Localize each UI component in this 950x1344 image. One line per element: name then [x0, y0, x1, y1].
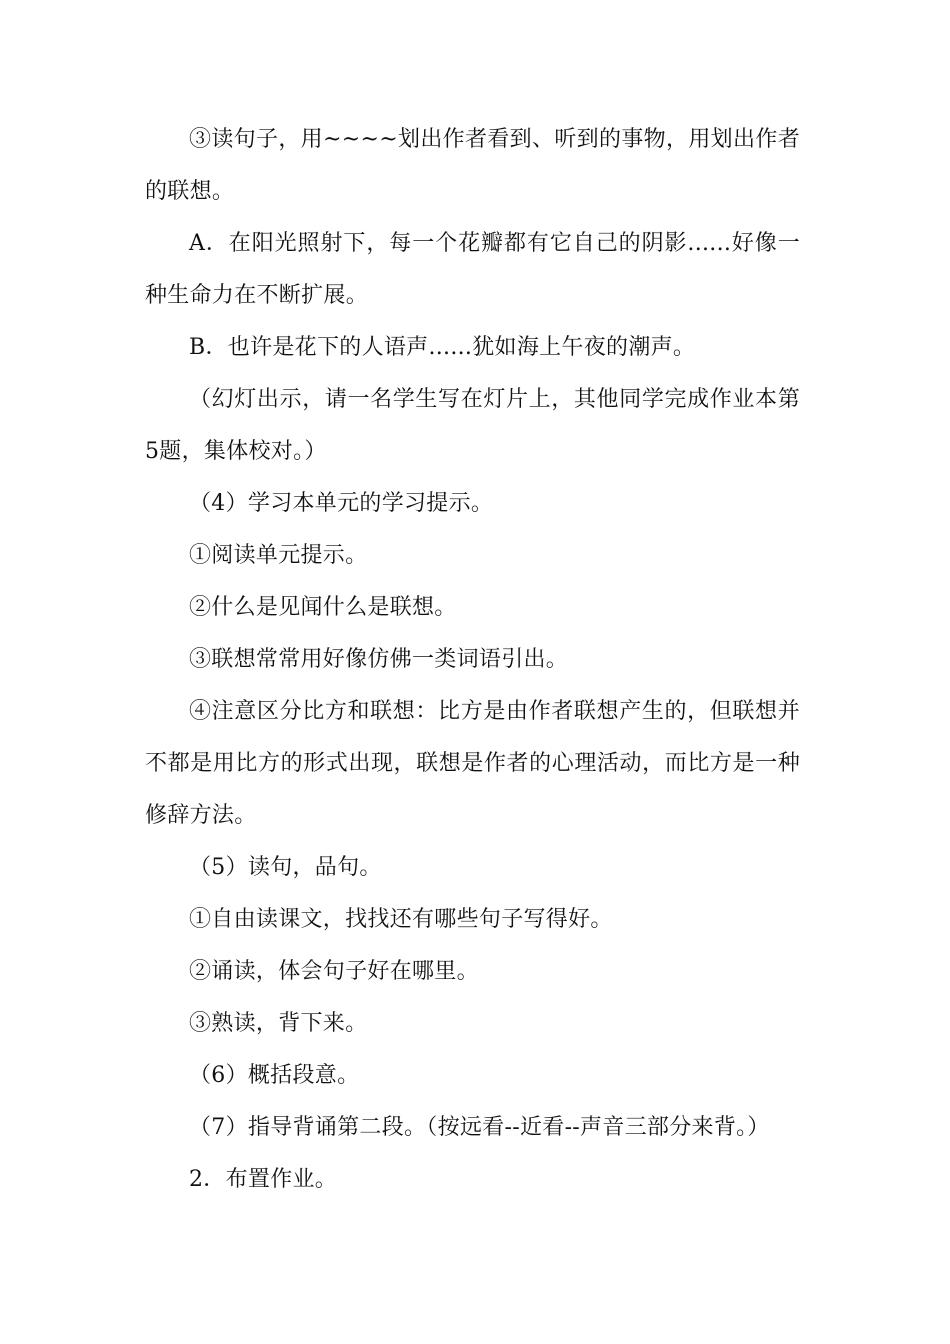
paragraph-step-5-2: ②诵读，体会句子好在哪里。: [189, 959, 479, 984]
paragraph-step-4-1: ①阅读单元提示。: [189, 543, 368, 568]
paragraph-step-4-2: ②什么是见闻什么是联想。: [189, 595, 457, 620]
paragraph-slide-note: （幻灯出示，请一名学生写在灯片上，其他同学完成作业本第5题，集体校对。）: [145, 387, 800, 464]
paragraph-step-5-1: ①自由读课文，找找还有哪些句子写得好。: [189, 907, 613, 932]
paragraph-step-5-3: ③熟读，背下来。: [189, 1011, 368, 1036]
paragraph-step-4: （4）学习本单元的学习提示。: [189, 491, 494, 516]
paragraph-read-sentences: ③读句子，用~~~~划出作者看到、听到的事物，用划出作者的联想。: [145, 127, 800, 204]
paragraph-homework: 2．布置作业。: [189, 1167, 338, 1192]
paragraph-step-7: （7）指导背诵第二段。（按远看--近看--声音三部分来背。）: [189, 1115, 770, 1140]
paragraph-step-6: （6）概括段意。: [189, 1063, 360, 1088]
paragraph-example-a: A．在阳光照射下，每一个花瓣都有它自己的阴影......好像一种生命力在不断扩展。: [145, 231, 800, 308]
paragraph-step-4-3: ③联想常常用好像仿佛一类词语引出。: [189, 647, 569, 672]
document-page: [145, 114, 800, 1206]
paragraph-step-4-4: ④注意区分比方和联想：比方是由作者联想产生的，但联想并不都是用比方的形式出现，联想是作者的心理活动，而比方是一种修辞方法。: [145, 699, 800, 828]
paragraph-example-b: B．也许是花下的人语声......犹如海上午夜的潮声。: [189, 335, 696, 360]
paragraph-step-5: （5）读句，品句。: [189, 855, 382, 880]
